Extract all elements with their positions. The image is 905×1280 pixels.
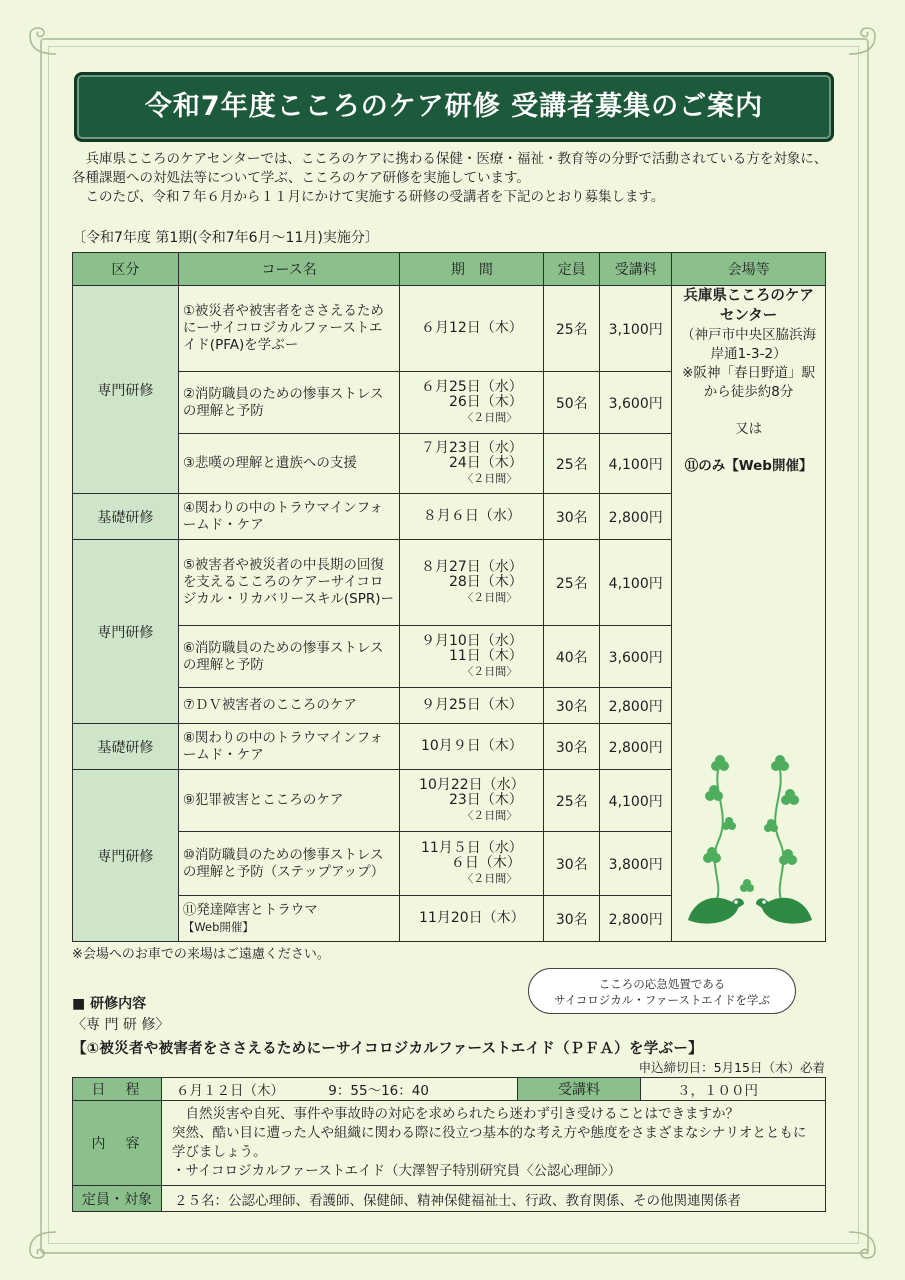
section-subtitle: 〈専 門 研 修〉 — [72, 1017, 170, 1033]
content-line: 自然災害や自死、事件や事故時の対応を求められたら迷わず引き受けることはできますか？ — [185, 1106, 739, 1122]
venue-address: （神戸市中央区脇浜海岸通1-3-2） — [681, 327, 817, 362]
course-date — [400, 434, 544, 494]
period-label: 〔令和7年度 第1期(令和7年6月〜11月)実施分〕 — [72, 230, 379, 246]
fee-label: 受講料 — [518, 1078, 641, 1101]
venue-web: ⑪のみ【Web開催】 — [684, 458, 813, 474]
header-period: 期 間 — [400, 253, 544, 286]
schedule-time: 9：55〜16：40 — [328, 1083, 429, 1099]
course-date — [400, 372, 544, 434]
schedule-value — [162, 1078, 518, 1101]
days-note: 〈２日間〉 — [462, 472, 518, 485]
course-capacity: 30名 — [544, 832, 600, 896]
corner-ornament-icon — [845, 1228, 879, 1262]
course-capacity: 30名 — [544, 724, 600, 770]
course-fee: 3,800円 — [600, 832, 672, 896]
course-fee: 3,600円 — [600, 372, 672, 434]
intro-paragraph: 兵庫県こころのケアセンターでは、こころのケアに携わる保健・医療・福祉・教育等の分野で活動されている方を対象に、各種課題への対処法等について学ぶ、こころのケア研修を実施しています。 — [72, 151, 828, 186]
course-capacity: 25名 — [544, 434, 600, 494]
course-date — [400, 770, 544, 832]
course-name: ③悲嘆の理解と遺族への支援 — [178, 434, 400, 494]
intro-text — [72, 150, 832, 207]
content-value — [162, 1101, 826, 1186]
bubble-line: こころの応急処置である — [598, 977, 726, 991]
course-capacity: 30名 — [544, 896, 600, 942]
course-capacity: 25名 — [544, 540, 600, 626]
date-line: 23日（木） — [448, 792, 523, 808]
course-capacity: 50名 — [544, 372, 600, 434]
course-name: ⑩消防職員のための惨事ストレスの理解と予防（ステップアップ） — [178, 832, 400, 896]
course-name: ⑧関わりの中のトラウマインフォームド・ケア — [178, 724, 400, 770]
table-row — [73, 1186, 826, 1212]
course-capacity: 30名 — [544, 688, 600, 724]
corner-ornament-icon — [845, 24, 879, 58]
content-line: ・サイコロジカルファーストエイド（大澤智子特別研究員〈公認心理師〉） — [172, 1163, 622, 1179]
venue-or: 又は — [735, 421, 763, 437]
date-line: ６日（木） — [450, 855, 521, 871]
course-fee: 2,800円 — [600, 724, 672, 770]
course-name: ④関わりの中のトラウマインフォームド・ケア — [178, 494, 400, 540]
course-name: ②消防職員のための惨事ストレスの理解と予防 — [178, 372, 400, 434]
category-cell: 専門研修 — [73, 286, 179, 494]
date-line: 24日（木） — [448, 455, 523, 471]
category-cell: 基礎研修 — [73, 494, 179, 540]
days-note: 〈２日間〉 — [462, 872, 518, 885]
table-header-row — [73, 253, 826, 286]
header-venue: 会場等 — [672, 253, 826, 286]
section-title: ■ 研修内容 — [72, 996, 147, 1012]
course-fee: 3,100円 — [600, 286, 672, 372]
date-line: 11日（木） — [448, 648, 523, 664]
category-cell: 専門研修 — [73, 770, 179, 942]
days-note: 〈２日間〉 — [462, 411, 518, 424]
header-course: コース名 — [178, 253, 400, 286]
venue-access: ※阪神「春日野道」駅から徒歩約8分 — [682, 365, 815, 400]
course-date — [400, 724, 544, 770]
date-line: ７月23日（水） — [420, 440, 523, 456]
venue-name: 兵庫県こころのケアセンター — [683, 288, 814, 324]
course-date — [400, 688, 544, 724]
course-date — [400, 286, 544, 372]
days-note: 〈２日間〉 — [462, 809, 518, 822]
course-fee: 2,800円 — [600, 494, 672, 540]
days-note: 〈２日間〉 — [462, 591, 518, 604]
date-line: ９月25日（木） — [420, 697, 523, 713]
course-name: ⑤被害者や被災者の中長期の回復を支えるこころのケアーサイコロジカル・リカバリースキル(SPR)ー — [178, 540, 400, 626]
schedule-label: 日 程 — [73, 1078, 162, 1101]
category-cell: 基礎研修 — [73, 724, 179, 770]
course-capacity: 40名 — [544, 626, 600, 688]
course-name: ①被災者や被害者をささえるためにーサイコロジカルファーストエイド(PFA)を学ぶー — [178, 286, 400, 372]
speech-bubble — [528, 968, 796, 1014]
course-fee: 3,600円 — [600, 626, 672, 688]
table-row — [73, 286, 826, 372]
course-capacity: 25名 — [544, 286, 600, 372]
fee-value: ３，１００円 — [641, 1078, 826, 1101]
date-line: ９月10日（水） — [420, 633, 523, 649]
course-name: ⑥消防職員のための惨事ストレスの理解と予防 — [178, 626, 400, 688]
date-line: 11月５日（水） — [420, 840, 523, 856]
course-capacity: 30名 — [544, 494, 600, 540]
course-date — [400, 626, 544, 688]
date-line: 28日（木） — [448, 574, 523, 590]
table-row — [73, 1078, 826, 1101]
web-tag: 【Web開催】 — [182, 919, 254, 934]
course-name: ⑦ＤＶ被害者のこころのケア — [178, 688, 400, 724]
course-name: ⑨犯罪被害とこころのケア — [178, 770, 400, 832]
course-heading: 【①被災者や被害者をささえるためにーサイコロジカルファーストエイド（ＰＦＡ）を学ぶー】 — [72, 1041, 703, 1057]
target-label: 定員・対象 — [73, 1186, 162, 1212]
course-date — [400, 494, 544, 540]
bubble-line: サイコロジカル・ファーストエイドを学ぶ — [554, 993, 770, 1007]
corner-ornament-icon — [26, 1228, 60, 1262]
date-line: ６月12日（木） — [420, 320, 523, 336]
course-fee: 2,800円 — [600, 896, 672, 942]
date-line: ６月25日（水） — [420, 379, 523, 395]
date-line: 10月９日（木） — [420, 738, 523, 754]
target-value: ２５名：公認心理師、看護師、保健師、精神保健福祉士、行政、教育関係、その他関連関係者 — [162, 1186, 826, 1212]
schedule-date: ６月１２日（木） — [176, 1083, 284, 1099]
corner-ornament-icon — [26, 24, 60, 58]
course-fee: 4,100円 — [600, 434, 672, 494]
category-cell: 専門研修 — [73, 540, 179, 724]
table-row — [73, 1101, 826, 1186]
intro-paragraph: このたび、令和７年６月から１１月にかけて実施する研修の受講者を下記のとおり募集します。 — [85, 189, 665, 205]
course-name — [178, 896, 400, 942]
date-line: 11月20日（木） — [419, 910, 525, 926]
course-fee: 4,100円 — [600, 540, 672, 626]
date-line: ８月27日（水） — [420, 559, 523, 575]
header-capacity: 定員 — [544, 253, 600, 286]
course-fee: 4,100円 — [600, 770, 672, 832]
course-fee: 2,800円 — [600, 688, 672, 724]
course-detail-table — [72, 1077, 826, 1212]
course-date — [400, 832, 544, 896]
deadline: 申込締切日：5月15日（木）必着 — [638, 1060, 825, 1075]
birds-clover-illustration-icon — [680, 752, 820, 930]
content-line: 突然、酷い目に遭った人や組織に関わる際に役立つ基本的な考え方や態度をさまざまなシナリオとともに学びましょう。 — [172, 1125, 807, 1160]
content-label: 内 容 — [73, 1101, 162, 1186]
days-note: 〈２日間〉 — [462, 665, 518, 678]
page-title: 令和7年度こころのケア研修 受講者募集のご案内 — [74, 72, 834, 142]
course-title: ⑪発達障害とトラウマ — [182, 901, 318, 918]
date-line: 10月22日（水） — [419, 777, 525, 793]
course-date — [400, 896, 544, 942]
header-fee: 受講料 — [600, 253, 672, 286]
course-capacity: 25名 — [544, 770, 600, 832]
course-date — [400, 540, 544, 626]
date-line: 26日（木） — [448, 394, 523, 410]
parking-note: ※会場へのお車での来場はご遠慮ください。 — [72, 947, 330, 962]
header-category: 区分 — [73, 253, 179, 286]
date-line: ８月６日（水） — [422, 508, 521, 524]
